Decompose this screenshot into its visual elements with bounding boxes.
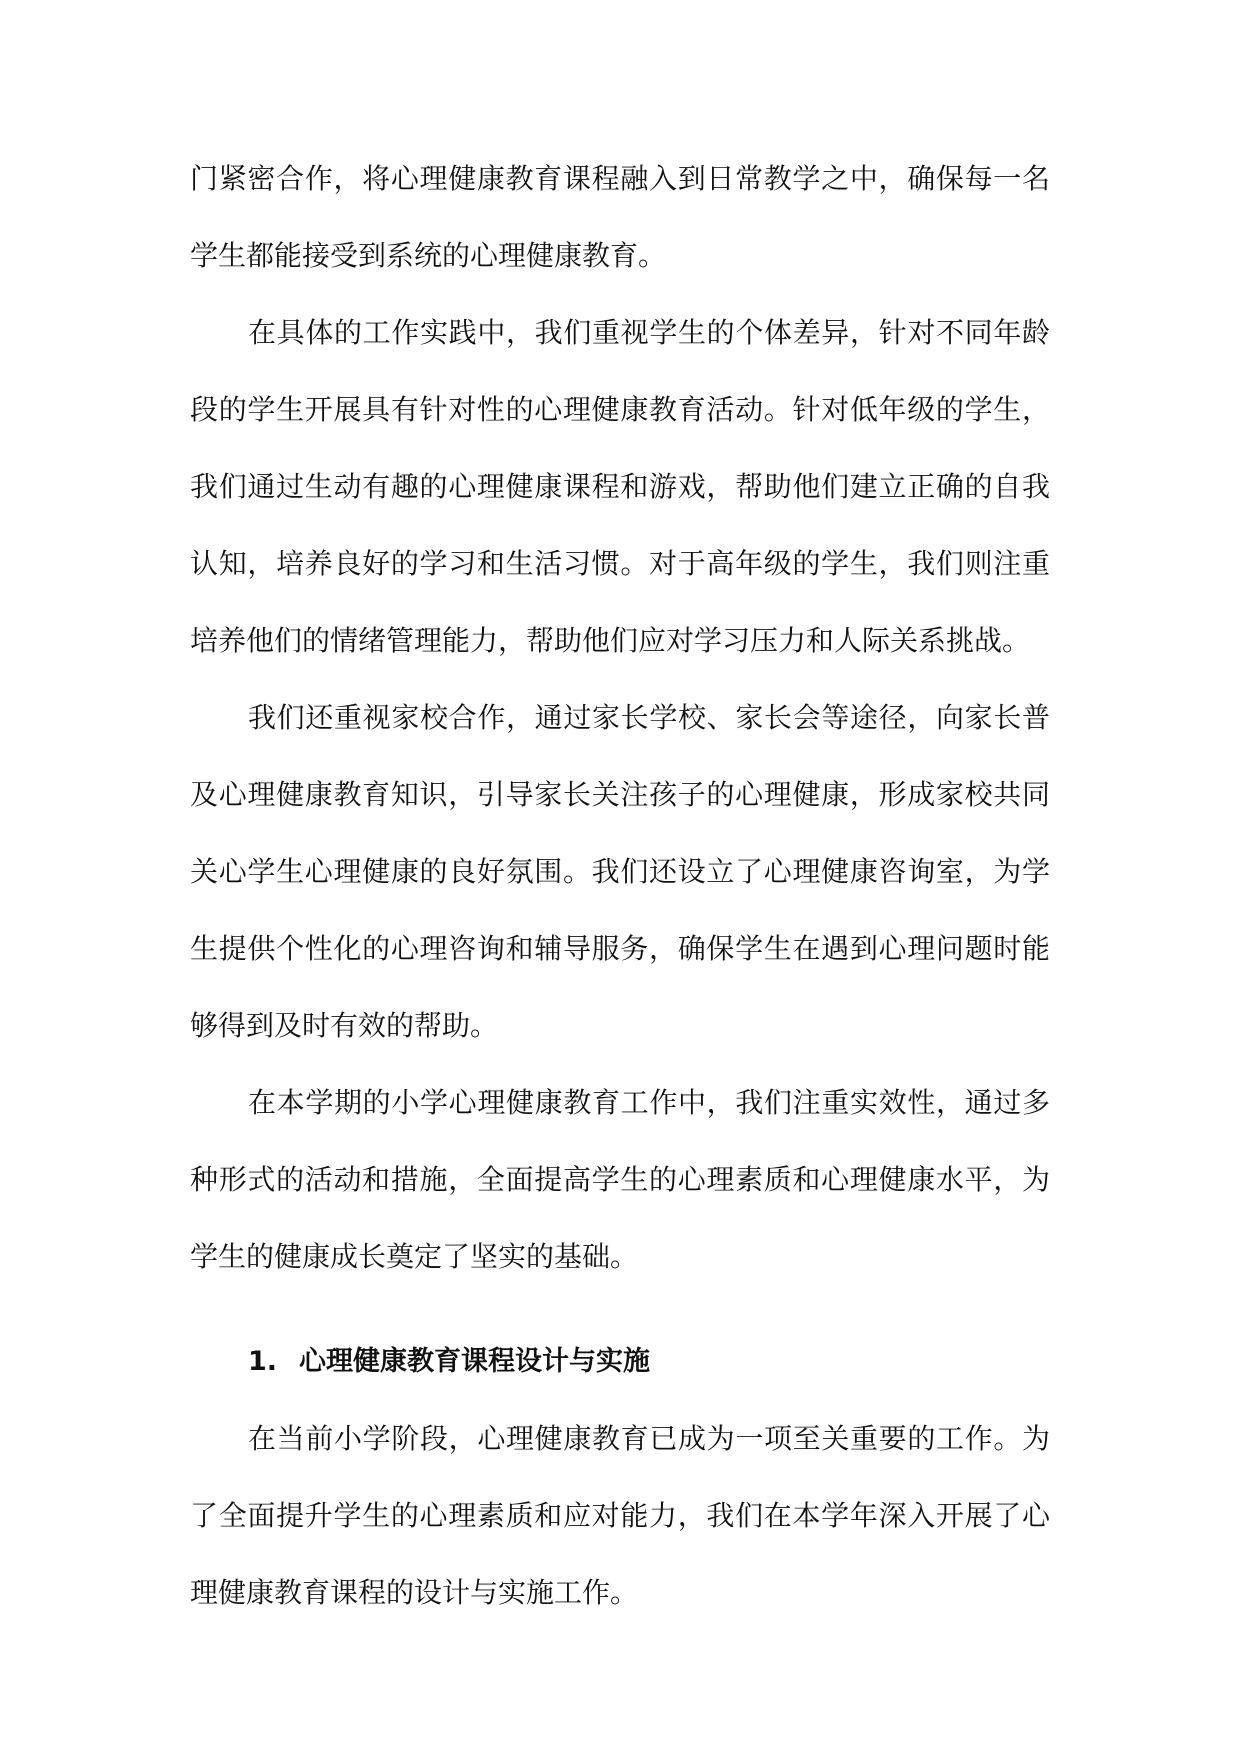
- section-number: 1.: [248, 1346, 278, 1377]
- section-title: 心理健康教育课程设计与实施: [299, 1346, 651, 1377]
- paragraph-home-school-cooperation: 我们还重视家校合作，通过家长学校、家长会等途径，向家长普及心理健康教育知识，引导家长关注孩子的心理健康，形成家校共同关心学生心理健康的良好氛围。我们还设立了心理健康咨询室，为学生提供个性化的心理咨询和辅导服务，确保学生在遇到心理问题时能够得到及时有效的帮助。: [190, 701, 1050, 1042]
- document-body: [190, 140, 1050, 1631]
- paragraph-semester-summary: 在本学期的小学心理健康教育工作中，我们注重实效性，通过多种形式的活动和措施，全面提高学生的心理素质和心理健康水平，为学生的健康成长奠定了坚实的基础。: [190, 1086, 1050, 1273]
- paragraph-individual-differences: 在具体的工作实践中，我们重视学生的个体差异，针对不同年龄段的学生开展具有针对性的心理健康教育活动。针对低年级的学生，我们通过生动有趣的心理健康课程和游戏，帮助他们建立正确的自我认知，培养良好的学习和生活习惯。对于高年级的学生，我们则注重培养他们的情绪管理能力，帮助他们应对学习压力和人际关系挑战。: [190, 316, 1050, 657]
- paragraph-continuation: 门紧密合作，将心理健康教育课程融入到日常教学之中，确保每一名学生都能接受到系统的心理健康教育。: [190, 162, 1050, 272]
- section-heading: [190, 1323, 1050, 1400]
- paragraph-curriculum-intro: 在当前小学阶段，心理健康教育已成为一项至关重要的工作。为了全面提升学生的心理素质和应对能力，我们在本学年深入开展了心理健康教育课程的设计与实施工作。: [190, 1422, 1050, 1609]
